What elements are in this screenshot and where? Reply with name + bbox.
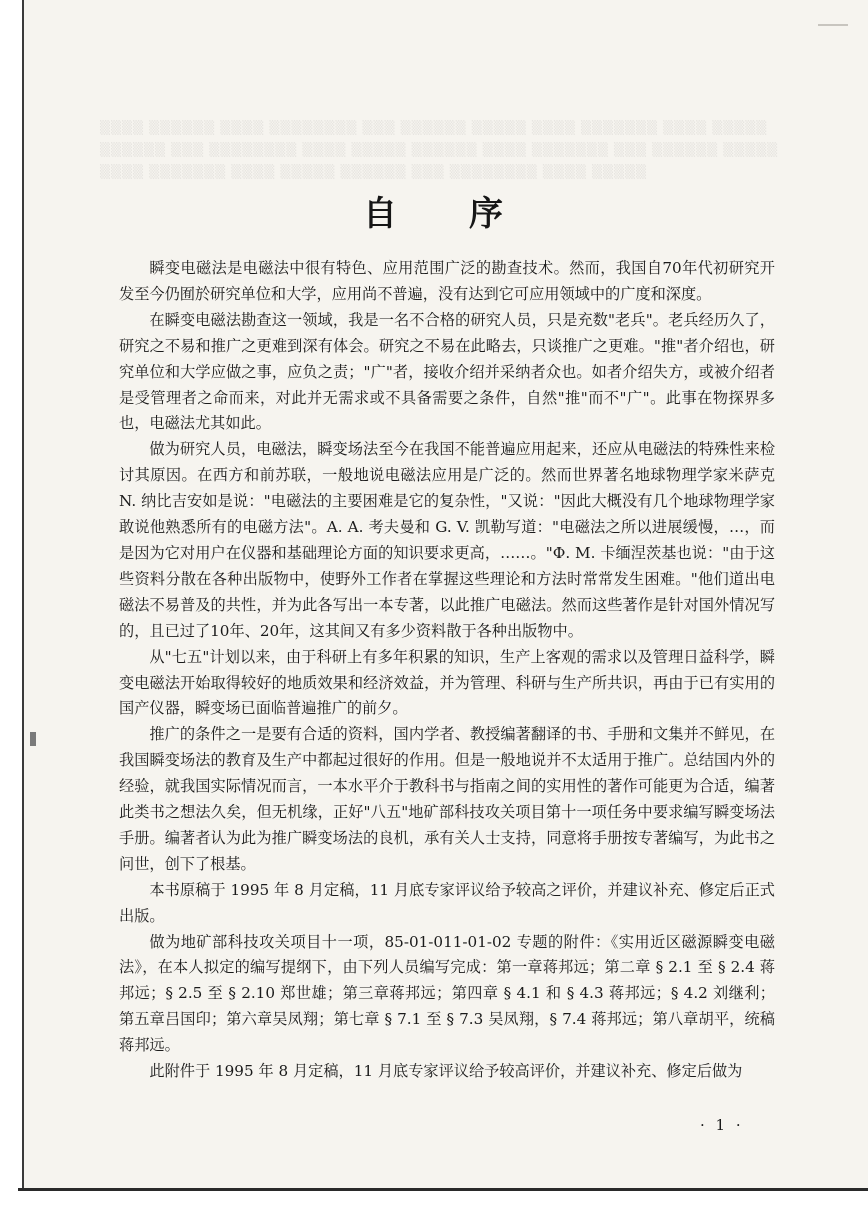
scan-corner-mark bbox=[818, 24, 848, 36]
paragraph-4: 从"七五"计划以来，由于科研上有多年积累的知识，生产上客观的需求以及管理日益科学，瞬变电磁法开始取得较好的地质效果和经济效益，并为管理、科研与生产所共识，再由于已有实用的国产仪器，瞬变场已面临普遍推广的前夕。 bbox=[119, 647, 775, 718]
paragraph-7: 做为地矿部科技攻关项目十一项，85-01-011-01-02 专题的附件：《实用近区磁源瞬变电磁法》，在本人拟定的编写提纲下，由下列人员编写完成：第一章蒋邦远；第二章 § 2.1 至 § 2.4 蒋邦远；§ 2.5 至 § 2.10 郑世雄；第三章蒋邦远；第四章 § 4.1 和 § 4.3 蒋邦远；§ 4.2 刘继利；第五章吕国印；第六章吴凤翔；第七章 § 7.1 至 § 7.3 吴凤翔，§ 7.4 蒋邦远；第八章胡平，统稿蒋邦远。 bbox=[119, 932, 775, 1055]
scan-bottom-edge bbox=[18, 1188, 868, 1191]
paragraph-5: 推广的条件之一是要有合适的资料，国内学者、教授编著翻译的书、手册和文集并不鲜见，在我国瞬变场法的教育及生产中都起过很好的作用。但是一般地说并不太适用于推广。总结国内外的经验，就我国实际情况而言，一本水平介于教科书与指南之间的实用性的著作可能更为合适，编著此类书之想法久矣，但无机缘，正好"八五"地矿部科技攻关项目第十一项任务中要求编写瞬变场法手册。编著者认为此为推广瞬变场法的良机，承有关人士支持，同意将手册按专著编写，为此书之问世，创下了根基。 bbox=[119, 725, 775, 873]
paragraph-3: 做为研究人员，电磁法，瞬变场法至今在我国不能普遍应用起来，还应从电磁法的特殊性来检讨其原因。在西方和前苏联，一般地说电磁法应用是广泛的。然而世界著名地球物理学家米萨克 N. 纳比吉安如是说："电磁法的主要困难是它的复杂性，"又说："因此大概没有几个地球物理学家敢说他熟悉所有的电磁方法"。A. A. 考夫曼和 G. V. 凯勒写道："电磁法之所以进展缓慢，…，而是因为它对用户在仪器和基础理论方面的知识要求更高，……。"Ф. М. 卡缅涅茨基也说："由于这些资料分散在各种出版物中，使野外工作者在掌握这些理论和方法时常常发生困难。"他们道出电磁法不易普及的共性，并为此各写出一本专著，以此推广电磁法。然而这些著作是针对国外情况写的，且已过了10年、20年，这其间又有多少资料散于各种出版物中。 bbox=[119, 440, 775, 640]
bleed-through-texture: ▒▒▒▒ ▒▒▒▒▒▒ ▒▒▒▒ ▒▒▒▒▒▒▒▒ ▒▒▒ ▒▒▒▒▒▒ ▒▒▒▒▒ ▒▒▒▒ ▒▒▒▒▒▒▒ ▒▒▒▒ ▒▒▒▒▒ ▒▒▒▒▒▒ ▒▒▒ ▒▒▒▒▒▒▒▒ ▒▒▒▒ ▒▒▒▒▒ ▒▒▒▒▒▒ ▒▒▒▒ ▒▒▒▒▒▒▒ ▒▒▒ ▒▒▒▒▒▒ ▒▒▒▒▒ ▒▒▒▒ ▒▒▒▒▒▒▒ ▒▒▒▒ ▒▒▒▒▒ ▒▒▒▒▒▒ ▒▒▒ ▒▒▒▒▒▒▒▒ ▒▒▒▒ ▒▒▒▒▒ bbox=[100, 121, 779, 180]
paragraph-8: 此附件于 1995 年 8 月定稿，11 月底专家评议给予较高评价，并建议补充、修定后做为 bbox=[149, 1062, 743, 1081]
title-char-1: 自 bbox=[363, 194, 399, 234]
scan-margin-mark bbox=[30, 732, 36, 746]
page-number: · 1 · bbox=[700, 1116, 744, 1134]
paragraph-2: 在瞬变电磁法勘查这一领域，我是一名不合格的研究人员，只是充数"老兵"。老兵经历久了，研究之不易和推广之更难到深有体会。研究之不易在此略去，只谈推广之更难。"推"者介绍也，研究单位和大学应做之事，应负之责；"广"者，接收介绍并采纳者众也。如者介绍失方，或被介绍者是受管理者之命而来，对此并无需求或不具备需要之条件，自然"推"而不"广"。此事在物探界多也，电磁法尤其如此。 bbox=[119, 310, 775, 433]
paragraph-1: 瞬变电磁法是电磁法中很有特色、应用范围广泛的勘查技术。然而，我国自70年代初研究开发至今仍囿於研究单位和大学，应用尚不普遍，没有达到它可应用领域中的广度和深度。 bbox=[119, 259, 775, 303]
title-char-2: 序 bbox=[469, 194, 505, 234]
paragraph-6: 本书原稿于 1995 年 8 月定稿，11 月底专家评议给予较高之评价，并建议补充、修定后正式出版。 bbox=[119, 880, 775, 925]
preface-title bbox=[0, 186, 868, 235]
preface-body bbox=[119, 256, 775, 1085]
